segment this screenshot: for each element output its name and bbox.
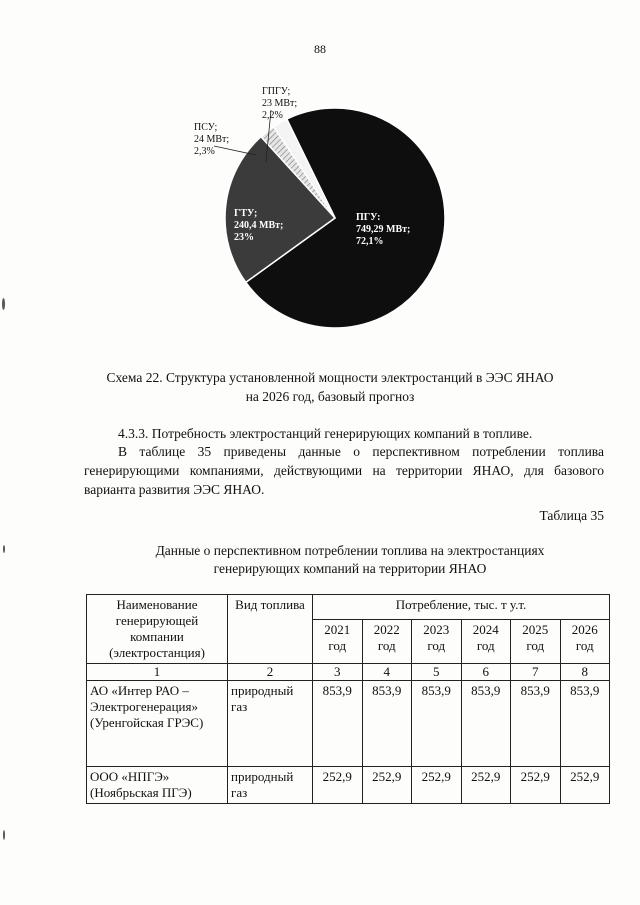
page-number: 88 xyxy=(314,42,326,56)
scan-speck xyxy=(2,298,5,310)
column-index-row xyxy=(87,664,610,681)
value-cell: 252,9 xyxy=(560,767,610,804)
value-cell: 853,9 xyxy=(412,681,462,767)
table-title: Данные о перспективном потреблении топлива на электростанциях генерирующих компаний на территории ЯНАО xyxy=(155,543,545,576)
pie-chart xyxy=(150,60,470,360)
table-number: Таблица 35 xyxy=(539,508,604,523)
fuel-type: природный газ xyxy=(228,767,313,804)
header-year: 2023 год xyxy=(412,619,462,663)
fuel-type: природный газ xyxy=(228,681,313,767)
value-cell: 853,9 xyxy=(511,681,561,767)
value-cell: 853,9 xyxy=(461,681,511,767)
value-cell: 853,9 xyxy=(362,681,412,767)
header-name: Наименование генерирующей компании (электростанция) xyxy=(87,595,228,664)
header-consumption: Потребление, тыс. т у.т. xyxy=(313,595,610,620)
header-year: 2026 год xyxy=(560,619,610,663)
column-index: 6 xyxy=(461,664,511,681)
header-year: 2025 год xyxy=(511,619,561,663)
section-heading: 4.3.3. Потребность электростанций генерирующих компаний в топливе. xyxy=(118,426,533,441)
table-row xyxy=(87,681,610,767)
value-cell: 252,9 xyxy=(362,767,412,804)
table-row xyxy=(87,767,610,804)
header-year: 2024 год xyxy=(461,619,511,663)
value-cell: 853,9 xyxy=(313,681,363,767)
column-index: 7 xyxy=(511,664,561,681)
column-index: 3 xyxy=(313,664,363,681)
value-cell: 252,9 xyxy=(511,767,561,804)
column-index: 5 xyxy=(412,664,462,681)
column-index: 2 xyxy=(228,664,313,681)
label-pgu: ПГУ: 749,29 МВт; 72,1% xyxy=(356,212,411,247)
company-name: ООО «НПГЭ» (Ноябрьская ПГЭ) xyxy=(87,767,228,804)
column-index: 4 xyxy=(362,664,412,681)
label-gtu: ГТУ; 240,4 МВт; 23% xyxy=(234,208,284,243)
section-paragraph: В таблице 35 приведены данные о перспективном потреблении топлива генерирующими компаниями, действующими на территории ЯНАО, для базового варианта развития ЭЭС ЯНАО. xyxy=(84,444,604,497)
value-cell: 252,9 xyxy=(412,767,462,804)
header-year: 2021 год xyxy=(313,619,363,663)
header-fuel: Вид топлива xyxy=(228,595,313,664)
company-name: АО «Интер РАО – Электрогенерация» (Уренгойская ГРЭС) xyxy=(87,681,228,767)
label-psu: ПСУ; 24 МВт; 2,3% xyxy=(194,122,230,157)
value-cell: 252,9 xyxy=(313,767,363,804)
fuel-consumption-table xyxy=(86,594,610,804)
column-index: 1 xyxy=(87,664,228,681)
figure-caption: Схема 22. Структура установленной мощности электростанций в ЭЭС ЯНАО на 2026 год, базовый прогноз xyxy=(106,370,554,404)
scan-speck xyxy=(3,545,5,553)
label-gpgu: ГПГУ; 23 МВт; 2,2% xyxy=(262,86,298,121)
header-year: 2022 год xyxy=(362,619,412,663)
value-cell: 252,9 xyxy=(461,767,511,804)
column-index: 8 xyxy=(560,664,610,681)
value-cell: 853,9 xyxy=(560,681,610,767)
scan-speck xyxy=(3,830,5,840)
